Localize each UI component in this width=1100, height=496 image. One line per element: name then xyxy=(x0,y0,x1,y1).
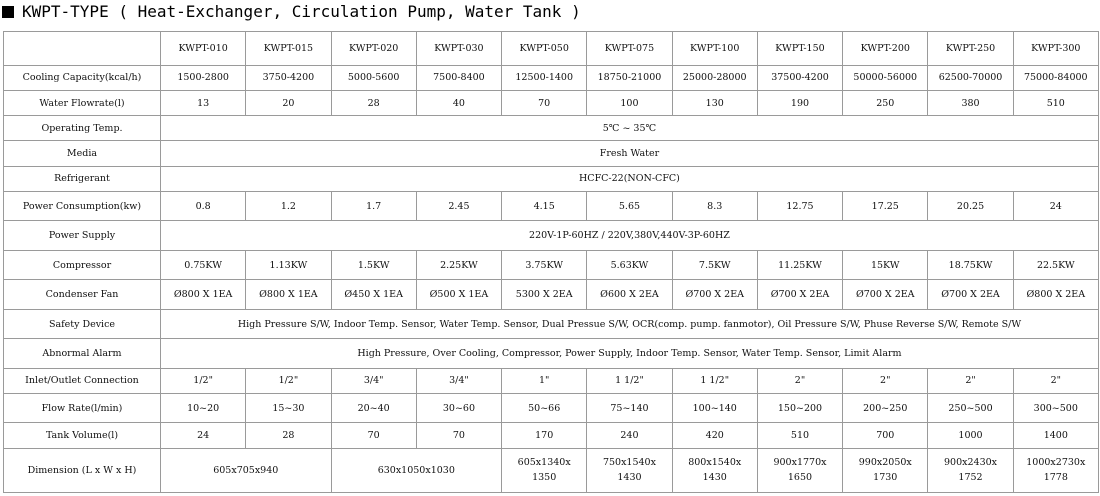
dimension-cell xyxy=(587,448,672,492)
dimension-line-1: 900x1770x xyxy=(773,457,827,469)
flow-rate-cell: 15~30 xyxy=(246,393,331,422)
cooling-capacity-cell: 12500-1400 xyxy=(502,65,587,90)
power-consumption-cell: 5.65 xyxy=(587,191,672,220)
tank-volume-cell: 70 xyxy=(331,423,416,448)
tank-volume-row xyxy=(4,423,1099,448)
cooling-capacity-cell: 5000-5600 xyxy=(331,65,416,90)
tank-volume-cell: 1000 xyxy=(928,423,1013,448)
inlet-outlet-cell: 1/2" xyxy=(246,368,331,393)
model-header: KWPT-020 xyxy=(331,32,416,66)
flow-rate-cell: 75~140 xyxy=(587,393,672,422)
dimension-cell xyxy=(757,448,842,492)
model-header: KWPT-300 xyxy=(1013,32,1098,66)
media-label: Media xyxy=(4,141,161,166)
tank-volume-cell: 510 xyxy=(757,423,842,448)
power-consumption-label: Power Consumption(kw) xyxy=(4,191,161,220)
inlet-outlet-label: Inlet/Outlet Connection xyxy=(4,368,161,393)
power-consumption-cell: 17.25 xyxy=(843,191,928,220)
compressor-cell: 22.5KW xyxy=(1013,250,1098,279)
dimension-cell xyxy=(672,448,757,492)
compressor-cell: 3.75KW xyxy=(502,250,587,279)
condenser-fan-cell: Ø500 X 1EA xyxy=(416,280,501,309)
model-header: KWPT-150 xyxy=(757,32,842,66)
water-flowrate-cell: 380 xyxy=(928,90,1013,115)
dimension-line-2: 1778 xyxy=(1043,472,1068,484)
compressor-cell: 18.75KW xyxy=(928,250,1013,279)
flow-rate-cell: 100~140 xyxy=(672,393,757,422)
dimension-line-2: 1730 xyxy=(873,472,898,484)
cooling-capacity-label: Cooling Capacity(kcal/h) xyxy=(4,65,161,90)
refrigerant-label: Refrigerant xyxy=(4,166,161,191)
flow-rate-cell: 10~20 xyxy=(161,393,246,422)
corner-cell xyxy=(4,32,161,66)
power-consumption-cell: 1.7 xyxy=(331,191,416,220)
water-flowrate-cell: 20 xyxy=(246,90,331,115)
water-flowrate-cell: 28 xyxy=(331,90,416,115)
inlet-outlet-cell: 3/4" xyxy=(416,368,501,393)
cooling-capacity-cell: 1500-2800 xyxy=(161,65,246,90)
refrigerant-value: HCFC-22(NON-CFC) xyxy=(161,166,1099,191)
abnormal-alarm-value: High Pressure, Over Cooling, Compressor, Power Supply, Indoor Temp. Sensor, Water Temp. Sensor, Limit Alarm xyxy=(161,339,1099,368)
water-flowrate-cell: 130 xyxy=(672,90,757,115)
water-flowrate-cell: 250 xyxy=(843,90,928,115)
inlet-outlet-cell: 1" xyxy=(502,368,587,393)
tank-volume-cell: 1400 xyxy=(1013,423,1098,448)
condenser-fan-cell: Ø700 X 2EA xyxy=(672,280,757,309)
condenser-fan-cell: Ø600 X 2EA xyxy=(587,280,672,309)
condenser-fan-cell: Ø700 X 2EA xyxy=(757,280,842,309)
condenser-fan-cell: Ø800 X 1EA xyxy=(246,280,331,309)
media-value: Fresh Water xyxy=(161,141,1099,166)
dimension-line-1: 990x2050x xyxy=(858,457,912,469)
cooling-capacity-cell: 37500-4200 xyxy=(757,65,842,90)
dimension-line-1: 605x1340x xyxy=(517,457,571,469)
inlet-outlet-cell: 3/4" xyxy=(331,368,416,393)
model-header: KWPT-250 xyxy=(928,32,1013,66)
power-consumption-cell: 20.25 xyxy=(928,191,1013,220)
power-consumption-cell: 2.45 xyxy=(416,191,501,220)
dimension-cell xyxy=(843,448,928,492)
dimension-cell xyxy=(928,448,1013,492)
compressor-cell: 2.25KW xyxy=(416,250,501,279)
dimension-cell xyxy=(502,448,587,492)
water-flowrate-cell: 70 xyxy=(502,90,587,115)
cooling-capacity-cell: 18750-21000 xyxy=(587,65,672,90)
header-row xyxy=(4,32,1099,66)
inlet-outlet-cell: 2" xyxy=(843,368,928,393)
condenser-fan-cell: Ø800 X 1EA xyxy=(161,280,246,309)
dimension-line-1: 900x2430x xyxy=(944,457,998,469)
compressor-cell: 15KW xyxy=(843,250,928,279)
dimension-line-1: 800x1540x xyxy=(688,457,742,469)
cooling-capacity-cell: 25000-28000 xyxy=(672,65,757,90)
square-bullet-icon xyxy=(2,6,14,18)
dimension-line-2: 1650 xyxy=(787,472,813,484)
power-consumption-cell: 0.8 xyxy=(161,191,246,220)
safety-device-row xyxy=(4,309,1099,338)
dimension-line-1: 750x1540x xyxy=(602,457,656,469)
flow-rate-cell: 50~66 xyxy=(502,393,587,422)
spec-table xyxy=(3,31,1099,493)
safety-device-label: Safety Device xyxy=(4,309,161,338)
water-flowrate-cell: 100 xyxy=(587,90,672,115)
tank-volume-label: Tank Volume(l) xyxy=(4,423,161,448)
flow-rate-cell: 200~250 xyxy=(843,393,928,422)
model-header: KWPT-030 xyxy=(416,32,501,66)
inlet-outlet-cell: 2" xyxy=(928,368,1013,393)
operating-temp-value: 5℃ ~ 35℃ xyxy=(161,116,1099,141)
condenser-fan-cell: Ø800 X 2EA xyxy=(1013,280,1098,309)
dimension-row xyxy=(4,448,1099,492)
model-header: KWPT-015 xyxy=(246,32,331,66)
dimension-line-2: 1350 xyxy=(532,472,557,484)
flow-rate-cell: 150~200 xyxy=(757,393,842,422)
power-consumption-cell: 1.2 xyxy=(246,191,331,220)
condenser-fan-label: Condenser Fan xyxy=(4,280,161,309)
condenser-fan-cell: Ø450 X 1EA xyxy=(331,280,416,309)
cooling-capacity-cell: 75000-84000 xyxy=(1013,65,1098,90)
inlet-outlet-cell: 1 1/2" xyxy=(672,368,757,393)
cooling-capacity-cell: 3750-4200 xyxy=(246,65,331,90)
flow-rate-row xyxy=(4,393,1099,422)
inlet-outlet-cell: 2" xyxy=(1013,368,1098,393)
condenser-fan-cell: Ø700 X 2EA xyxy=(928,280,1013,309)
cooling-capacity-cell: 50000-56000 xyxy=(843,65,928,90)
spec-table-body xyxy=(4,32,1099,493)
compressor-cell: 11.25KW xyxy=(757,250,842,279)
model-header: KWPT-100 xyxy=(672,32,757,66)
power-supply-row xyxy=(4,221,1099,250)
page-title xyxy=(2,0,1098,24)
power-consumption-cell: 8.3 xyxy=(672,191,757,220)
compressor-cell: 1.5KW xyxy=(331,250,416,279)
condenser-fan-cell: Ø700 X 2EA xyxy=(843,280,928,309)
model-header: KWPT-010 xyxy=(161,32,246,66)
model-header: KWPT-075 xyxy=(587,32,672,66)
compressor-cell: 5.63KW xyxy=(587,250,672,279)
model-header: KWPT-200 xyxy=(843,32,928,66)
condenser-fan-cell: 5300 X 2EA xyxy=(502,280,587,309)
compressor-row xyxy=(4,250,1099,279)
safety-device-value: High Pressure S/W, Indoor Temp. Sensor, Water Temp. Sensor, Dual Pressue S/W, OCR(comp. pump. fanmotor), Oil Pressure S/W, Phuse Reverse S/W, Remote S/W xyxy=(161,309,1099,338)
abnormal-alarm-row xyxy=(4,339,1099,368)
dimension-cell: 605x705x940 xyxy=(161,448,332,492)
inlet-outlet-row xyxy=(4,368,1099,393)
condenser-fan-row xyxy=(4,280,1099,309)
water-flowrate-cell: 190 xyxy=(757,90,842,115)
tank-volume-cell: 24 xyxy=(161,423,246,448)
cooling-capacity-cell: 62500-70000 xyxy=(928,65,1013,90)
power-consumption-row xyxy=(4,191,1099,220)
water-flowrate-cell: 13 xyxy=(161,90,246,115)
water-flowrate-cell: 510 xyxy=(1013,90,1098,115)
abnormal-alarm-label: Abnormal Alarm xyxy=(4,339,161,368)
tank-volume-cell: 420 xyxy=(672,423,757,448)
power-supply-label: Power Supply xyxy=(4,221,161,250)
tank-volume-cell: 70 xyxy=(416,423,501,448)
refrigerant-row xyxy=(4,166,1099,191)
dimension-cell xyxy=(1013,448,1098,492)
model-header: KWPT-050 xyxy=(502,32,587,66)
dimension-cell: 630x1050x1030 xyxy=(331,448,502,492)
media-row xyxy=(4,141,1099,166)
inlet-outlet-cell: 1/2" xyxy=(161,368,246,393)
dimension-line-2: 1430 xyxy=(702,472,727,484)
compressor-cell: 7.5KW xyxy=(672,250,757,279)
compressor-cell: 1.13KW xyxy=(246,250,331,279)
dimension-label: Dimension (L x W x H) xyxy=(4,448,161,492)
inlet-outlet-cell: 2" xyxy=(757,368,842,393)
dimension-line-2: 1430 xyxy=(617,472,642,484)
power-supply-value: 220V-1P-60HZ / 220V,380V,440V-3P-60HZ xyxy=(161,221,1099,250)
cooling-capacity-row xyxy=(4,65,1099,90)
inlet-outlet-cell: 1 1/2" xyxy=(587,368,672,393)
water-flowrate-cell: 40 xyxy=(416,90,501,115)
power-consumption-cell: 4.15 xyxy=(502,191,587,220)
flow-rate-label: Flow Rate(l/min) xyxy=(4,393,161,422)
tank-volume-cell: 28 xyxy=(246,423,331,448)
dimension-line-1: 1000x2730x xyxy=(1026,457,1086,469)
tank-volume-cell: 700 xyxy=(843,423,928,448)
tank-volume-cell: 240 xyxy=(587,423,672,448)
cooling-capacity-cell: 7500-8400 xyxy=(416,65,501,90)
flow-rate-cell: 30~60 xyxy=(416,393,501,422)
dimension-line-2: 1752 xyxy=(958,472,983,484)
operating-temp-row xyxy=(4,116,1099,141)
page-title-text: KWPT-TYPE ( Heat-Exchanger, Circulation Pump, Water Tank ) xyxy=(22,2,581,21)
operating-temp-label: Operating Temp. xyxy=(4,116,161,141)
water-flowrate-row xyxy=(4,90,1099,115)
power-consumption-cell: 12.75 xyxy=(757,191,842,220)
power-consumption-cell: 24 xyxy=(1013,191,1098,220)
flow-rate-cell: 300~500 xyxy=(1013,393,1098,422)
water-flowrate-label: Water Flowrate(l) xyxy=(4,90,161,115)
compressor-cell: 0.75KW xyxy=(161,250,246,279)
tank-volume-cell: 170 xyxy=(502,423,587,448)
compressor-label: Compressor xyxy=(4,250,161,279)
flow-rate-cell: 20~40 xyxy=(331,393,416,422)
flow-rate-cell: 250~500 xyxy=(928,393,1013,422)
